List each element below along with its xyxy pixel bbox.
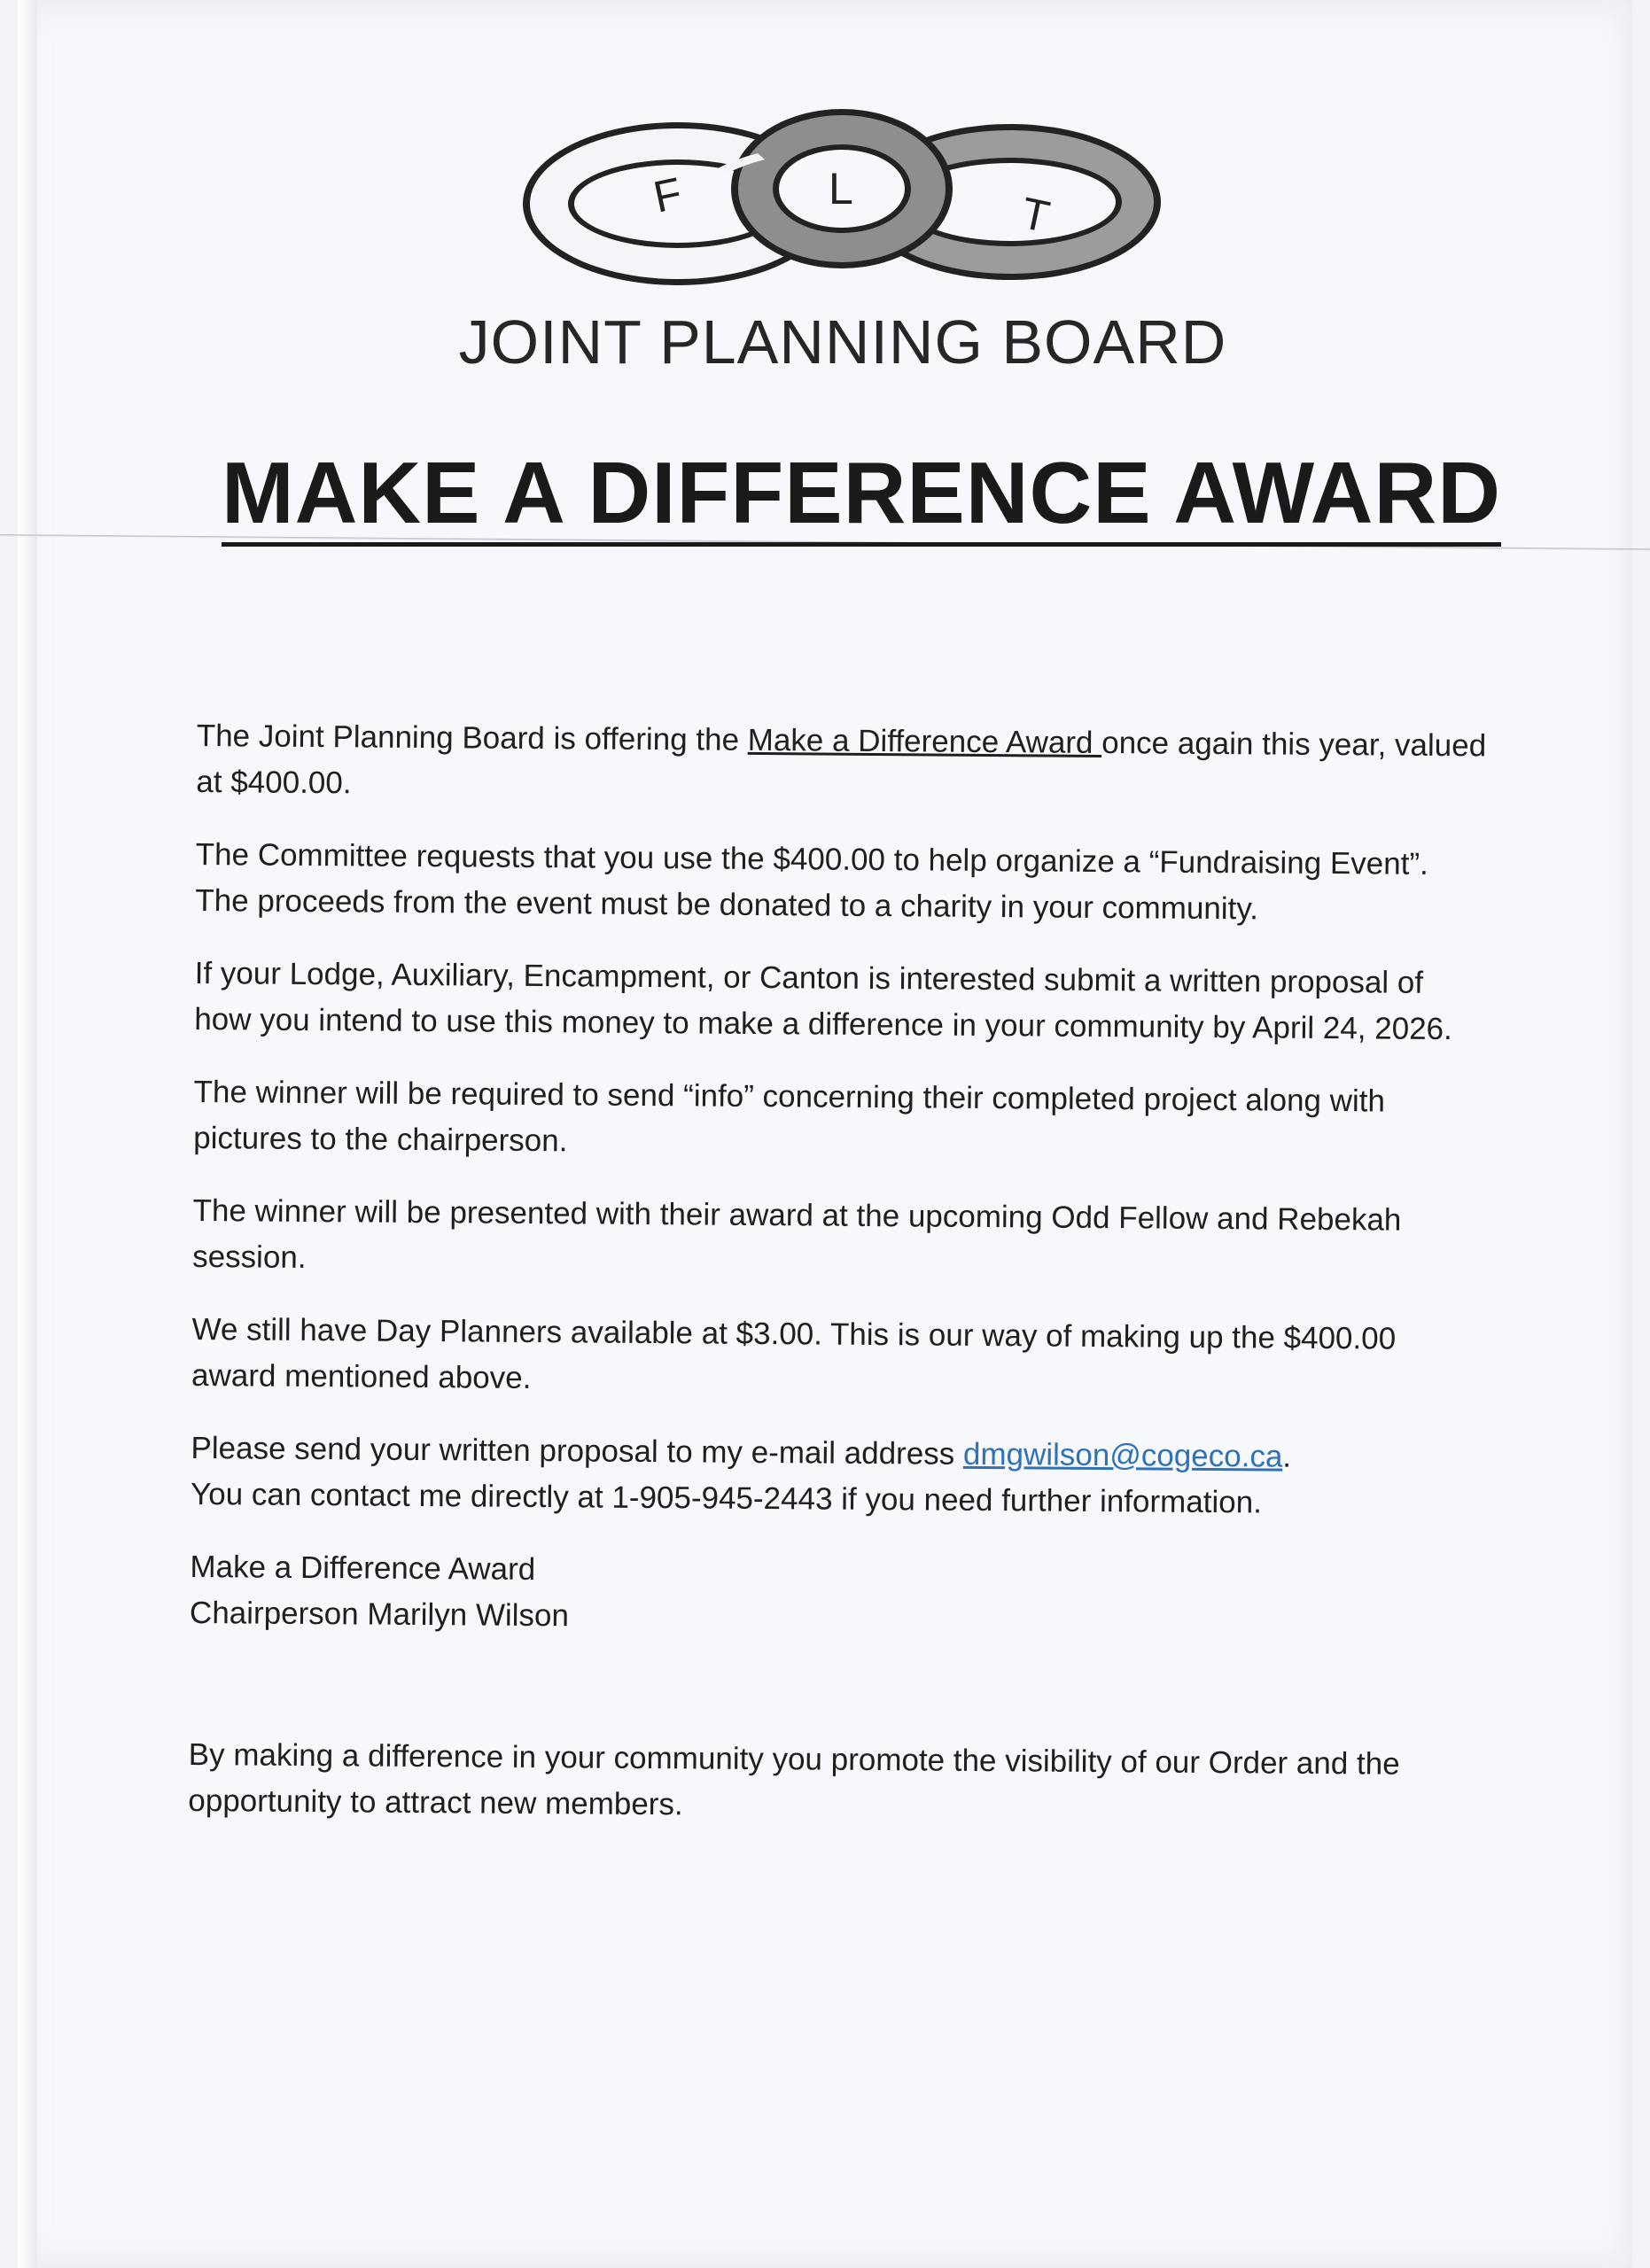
paragraph-proposal: If your Lodge, Auxiliary, Encampment, or Canton is interested submit a written proposal of how you intend to use this money to make a difference in your community by April 24, 2026.: [194, 955, 1452, 1047]
award-name-underlined: Make a Difference Award: [747, 722, 1102, 761]
paragraph-phone: You can contact me directly at 1-905-945-2443 if you need further information.: [190, 1476, 1263, 1520]
paragraph-winner-info: The winner will be required to send “info” concerning their completed project along with pictures to the chairperson.: [193, 1074, 1386, 1159]
logo-letter-t: T: [1016, 187, 1055, 243]
paragraph-presentation: The winner will be presented with their award at the upcoming Odd Fellow and Rebekah session.: [192, 1192, 1402, 1275]
letter-body: [188, 713, 1490, 1860]
contact-period: .: [1282, 1439, 1292, 1474]
intro-text-end: once again this year, valued at $400.00.: [196, 726, 1487, 801]
signoff-award: Make a Difference Award: [190, 1549, 536, 1588]
signoff-block: [190, 1544, 1484, 1646]
page-title: MAKE A DIFFERENCE AWARD: [222, 443, 1501, 547]
contact-text: Please send your written proposal to my e-mail address: [191, 1430, 964, 1472]
paragraph-award-intro: [196, 713, 1490, 815]
intro-text: The Joint Planning Board is offering the: [196, 718, 748, 757]
closing-statement: By making a difference in your community you promote the visibility of our Order and the opportunity to attract new members.: [188, 1736, 1400, 1822]
logo-letter-l: L: [829, 164, 853, 214]
paragraph-day-planners: We still have Day Planners available at $3.00. This is our way of making up the $400.00 award mentioned above.: [191, 1311, 1397, 1395]
logo-letter-f: F: [649, 167, 687, 222]
signoff-chairperson: Chairperson Marilyn Wilson: [189, 1595, 570, 1634]
email-link[interactable]: dmgwilson@cogeco.ca: [962, 1436, 1283, 1474]
organization-name: JOINT PLANNING BOARD: [458, 307, 1227, 377]
three-link-chain-logo: [514, 105, 1179, 299]
paragraph-fundraising: The Committee requests that you use the $400.00 to help organize a “Fundraising Event”. The proceeds from the event must be donated to a charity in your community.: [195, 836, 1428, 927]
